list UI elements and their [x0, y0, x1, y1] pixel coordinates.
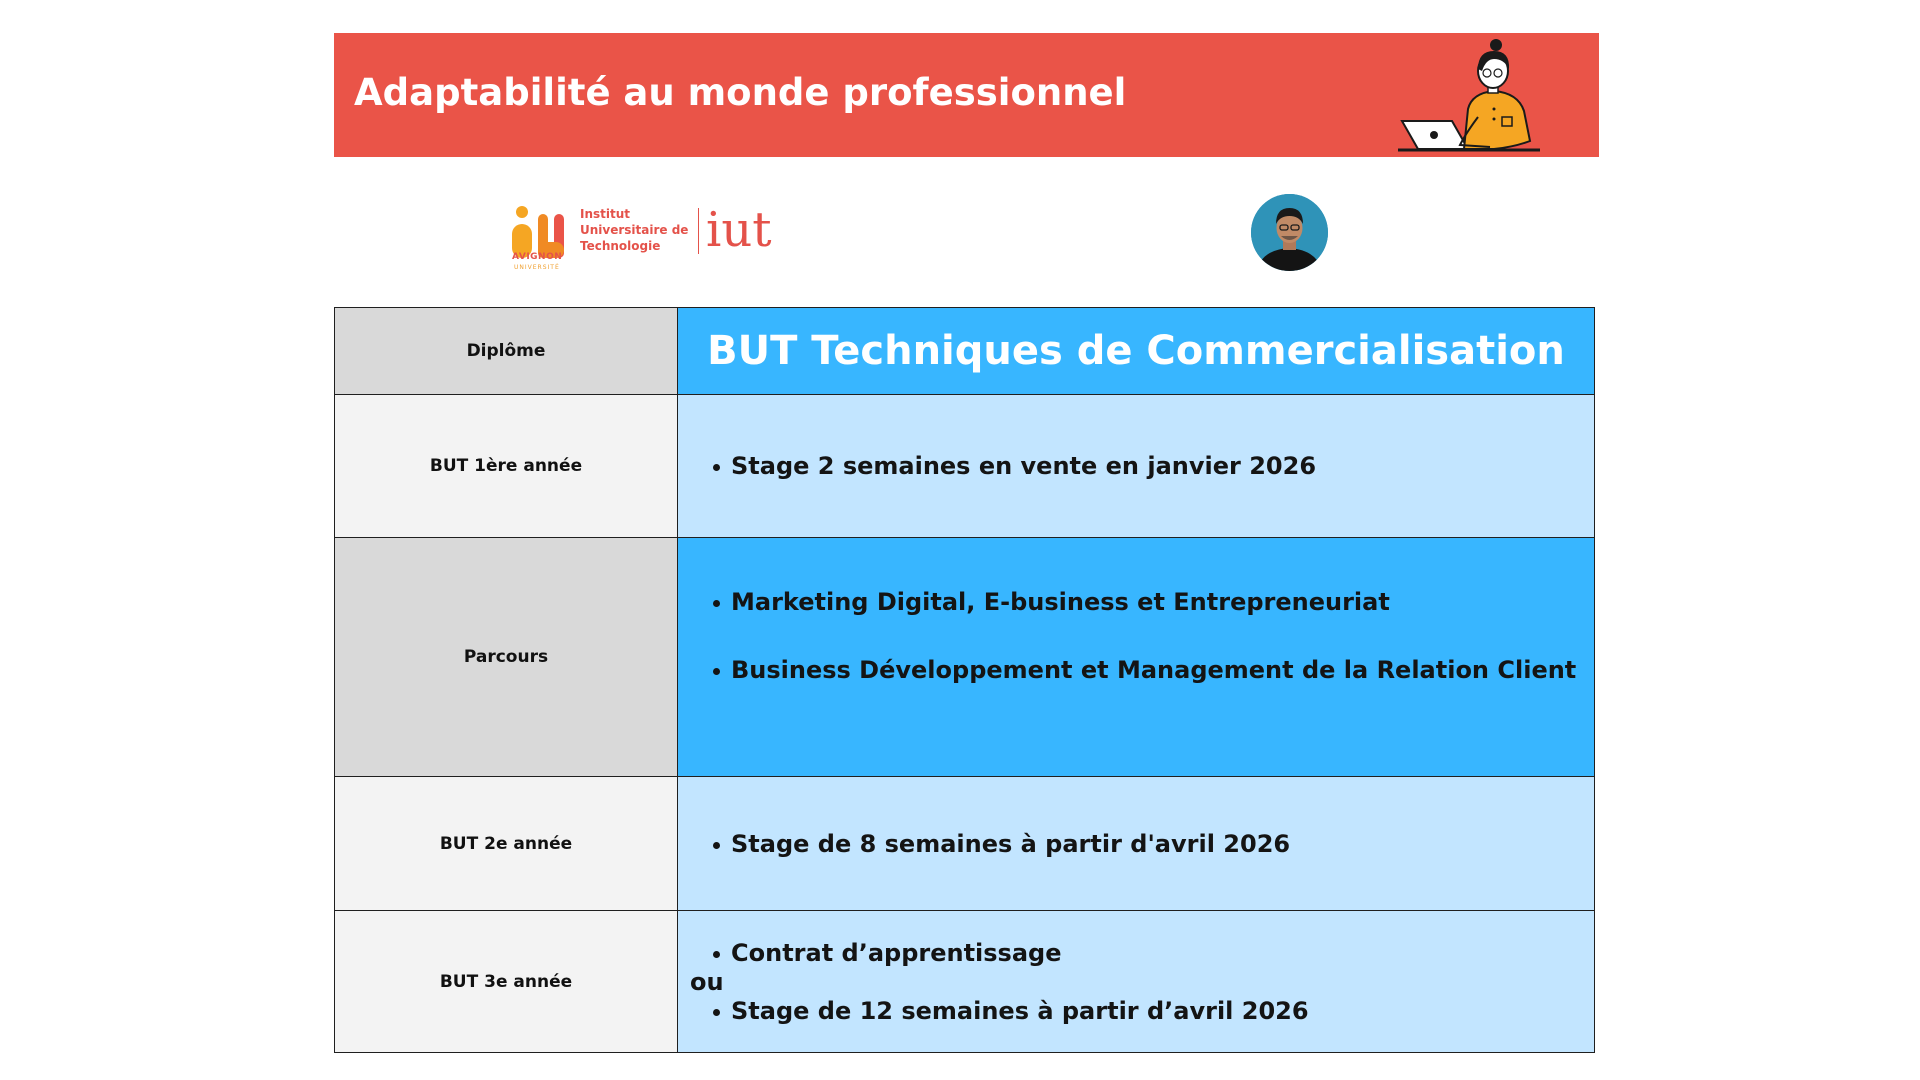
bullet-list	[678, 830, 1594, 858]
row-label: BUT 3e année	[335, 911, 678, 1053]
bullet-list	[678, 939, 1594, 967]
logo-text: Institut Universitaire de Technologie	[580, 207, 689, 253]
list-item: Business Développement et Management de la Relation Client	[711, 656, 1594, 684]
list-item: Stage de 8 semaines à partir d'avril 2026	[711, 830, 1594, 858]
list-item: Stage 2 semaines en vente en janvier 2026	[711, 452, 1594, 480]
page-title: Adaptabilité au monde professionnel	[354, 71, 1127, 114]
table-header-row	[335, 308, 1595, 395]
logo-divider	[698, 208, 699, 254]
row-content	[678, 911, 1595, 1053]
logo-universite: UNIVERSITÉ	[514, 264, 560, 271]
row-label: Parcours	[335, 538, 678, 777]
woman-laptop-illustration	[1394, 37, 1544, 153]
bullet-list	[678, 997, 1594, 1025]
diploma-label: Diplôme	[335, 308, 678, 395]
row-content	[678, 538, 1595, 777]
list-item: Marketing Digital, E-business et Entrepreneuriat	[711, 588, 1594, 616]
row-content	[678, 777, 1595, 911]
avatar	[1251, 194, 1328, 271]
iut-avignon-logo	[510, 194, 772, 274]
list-item: Stage de 12 semaines à partir d’avril 2026	[711, 997, 1594, 1025]
row-content	[678, 395, 1595, 538]
bullet-list	[678, 452, 1594, 480]
diploma-title: BUT Techniques de Commercialisation	[678, 308, 1595, 395]
logo-avignon: AVIGNON	[512, 252, 563, 262]
row-label: BUT 2e année	[335, 777, 678, 911]
table-row	[335, 538, 1595, 777]
bullet-list	[678, 538, 1594, 684]
table-row	[335, 777, 1595, 911]
logo-iut-mark: iut	[706, 202, 772, 258]
curriculum-table	[334, 307, 1595, 1053]
table-row	[335, 395, 1595, 538]
header-banner	[334, 33, 1599, 157]
person-portrait-icon	[1251, 194, 1328, 271]
table-row	[335, 911, 1595, 1053]
row-label: BUT 1ère année	[335, 395, 678, 538]
list-item: Contrat d’apprentissage	[711, 939, 1594, 967]
or-separator: ou	[690, 967, 724, 996]
